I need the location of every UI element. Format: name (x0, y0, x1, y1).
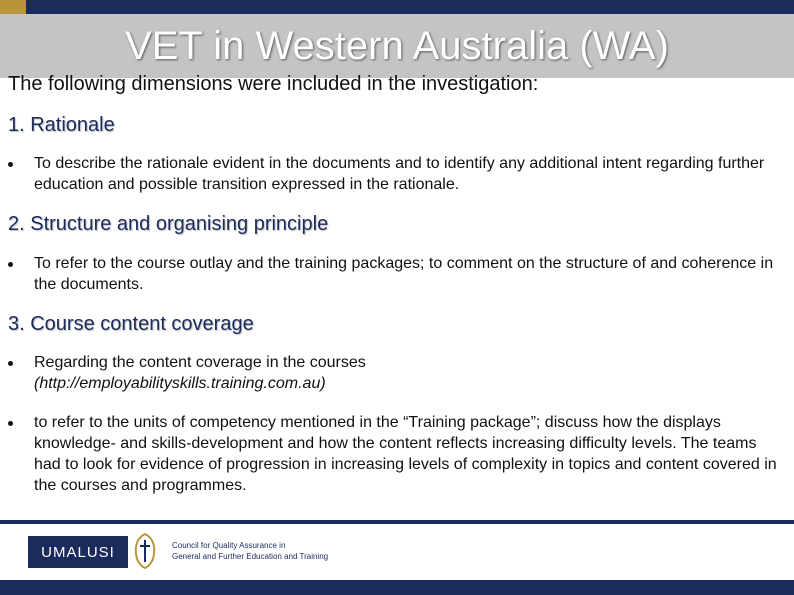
footer-rule (0, 520, 794, 524)
slide-title: VET in Western Australia (WA) (125, 24, 669, 68)
bullet-text (34, 352, 783, 394)
logo-text: UMALUSI (41, 543, 115, 561)
section-heading-structure: 2. Structure and organising principle (8, 213, 329, 235)
employability-link[interactable]: (http://employabilityskills.training.com.au) (34, 375, 326, 392)
intro-text: The following dimensions were included in the investigation: (8, 73, 539, 95)
top-bar-accent (0, 0, 26, 14)
bullet-icon (8, 162, 13, 167)
bottom-bar (0, 580, 794, 595)
bullet-text: To refer to the course outlay and the training packages; to comment on the structure of and coherence in the documents. (34, 255, 774, 293)
umalusi-logo (28, 536, 128, 568)
council-text (172, 540, 372, 562)
bullet-icon (8, 421, 13, 426)
umalusi-seal-icon (131, 532, 159, 570)
bullet-text: to refer to the units of competency mentioned in the “Training package”; discuss how the displays knowledge- and skills-development and how the content reflects increasing difficulty levels. The teams had to look for evidence of progression in increasing levels of complexity in topics and content covered in the courses and programmes. (34, 414, 777, 494)
bullet-icon (8, 361, 13, 366)
top-bar (0, 0, 794, 14)
council-line-2: General and Further Education and Training (172, 552, 329, 561)
bullet-icon (8, 262, 13, 267)
bullet-text-main: Regarding the content coverage in the courses (34, 354, 366, 371)
section-heading-content-coverage: 3. Course content coverage (8, 313, 254, 335)
section-heading-rationale: 1. Rationale (8, 114, 115, 136)
council-line-1: Council for Quality Assurance in (172, 541, 286, 550)
bullet-text: To describe the rationale evident in the documents and to identify any additional intent regarding further education and possible transition expressed in the rationale. (34, 155, 765, 193)
